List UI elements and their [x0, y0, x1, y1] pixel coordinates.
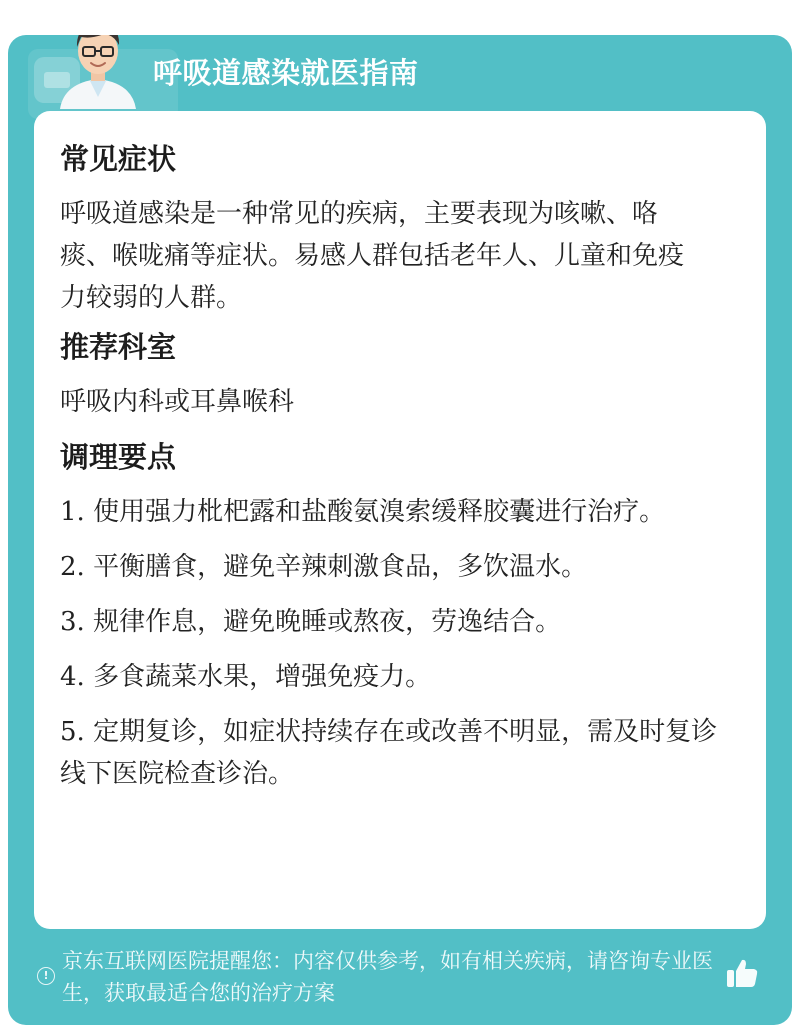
care-item [60, 491, 740, 533]
care-item [60, 711, 740, 795]
page-title: 呼吸道感染就医指南 [153, 56, 419, 90]
symptoms-text: 呼吸道感染是一种常见的疾病，主要表现为咳嗽、咯痰、喉咙痛等症状。易感人群包括老年人、儿童和免疫力较弱的人群。 [60, 199, 685, 313]
care-item [60, 601, 740, 643]
content-card [34, 111, 766, 929]
disclaimer-footer [8, 941, 792, 1021]
guide-panel [8, 35, 792, 1025]
care-item-number: 4. [60, 662, 85, 692]
care-item-text: 平衡膳食，避免辛辣刺激食品，多饮温水。 [93, 552, 588, 582]
care-heading: 调理要点 [60, 440, 177, 474]
department-text: 呼吸内科或耳鼻喉科 [60, 387, 295, 417]
care-item-number: 1. [60, 497, 85, 527]
care-item-text: 定期复诊，如症状持续存在或改善不明显，需及时复诊线下医院检查诊治。 [60, 717, 718, 789]
care-item-number: 5. [60, 717, 85, 747]
care-item-text: 规律作息，避免晚睡或熬夜，劳逸结合。 [93, 607, 562, 637]
care-item [60, 546, 740, 588]
disclaimer-text: 京东互联网医院提醒您：内容仅供参考，如有相关疾病，请咨询专业医生，获取最适合您的治疗方案 [62, 949, 713, 1005]
symptoms-heading: 常见症状 [60, 142, 177, 176]
thumbs-up-icon[interactable] [724, 955, 760, 991]
department-heading: 推荐科室 [60, 330, 177, 364]
care-item-number: 2. [60, 552, 85, 582]
care-item [60, 656, 740, 698]
care-item-number: 3. [60, 607, 85, 637]
info-icon: ! [37, 967, 55, 985]
care-item-text: 使用强力枇杷露和盐酸氨溴索缓释胶囊进行治疗。 [93, 497, 666, 527]
care-item-text: 多食蔬菜水果，增强免疫力。 [93, 662, 432, 692]
doctor-avatar-icon [48, 35, 148, 109]
